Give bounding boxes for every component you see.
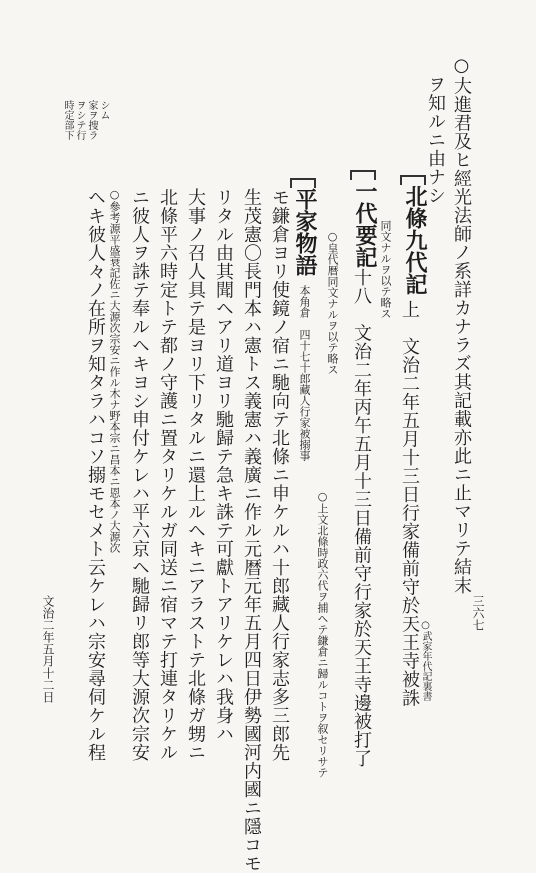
text-column-2: ヲ知ルニ由ナシ — [425, 75, 446, 205]
text-column-10: リタル由其聞ヘアリ道ヨリ馳歸テ急キ誅テ可獻トアリケレハ我身ハ — [213, 188, 234, 743]
book-title-heike: 平家物語 — [292, 188, 318, 276]
text-column-8: モ鎌倉ヨリ使鏡ノ宿ニ馳向テ北條ニ申ケルハ十郎藏人行家志多三郎先 — [269, 188, 290, 762]
text-column-12: 北條平六時定トテ都ノ守護ニ置タリケルガ同送ニ宿マテ打連タリケル — [157, 188, 178, 762]
annotation-bukenendaiki: ○武家年代記裏書 — [420, 620, 431, 701]
text-column-1: ○大進君及ヒ經光法師ノ系詳カナラズ其記載亦此ニ止マリテ結末 — [451, 55, 472, 595]
note-column-4: 同文ナルヲ以テ略ス — [379, 220, 392, 319]
title-bracket — [350, 170, 376, 180]
book-title-ichidai: 一代要記 — [352, 180, 378, 268]
page-number: 三六七 — [471, 595, 485, 631]
text-column-13: ニ彼人ヲ誅テ奉ルヘキヨシ申付ケレハ平六京ヘ馳歸リ郎等大源次宗安 — [129, 188, 150, 762]
text-column-5: 十八 文治二年丙午五月十三日備前守行家於天王寺邊被打了 — [351, 268, 372, 768]
title-bracket — [400, 175, 426, 185]
margin-note-2: ヲシテ行 — [74, 100, 85, 140]
title-bracket — [290, 178, 316, 188]
note-column-6: ○皇代暦同文ナルヲ以テ略ス — [326, 230, 339, 375]
margin-note-3: 家ヲ捜ラ — [86, 100, 97, 140]
book-title-hojo: 北條九代記 — [402, 185, 428, 295]
footer-date: 文治二年五月十二日 — [41, 595, 55, 703]
text-column-9: 生茂憲〇長門本ハ憲トス義憲ハ義廣ニ作ル元暦元年五月四日伊勢國河内國ニ隱コモ — [241, 188, 262, 873]
margin-note-4: シム — [98, 100, 109, 120]
text-column-11: 大事ノ召人具テ是ヨリ下リタルニ還上ルヘキニアラストテ北條ガ甥ニ — [185, 188, 206, 762]
text-column-14: ○參考源平盛衰記佐ニ大源次宗安ニ作ル木ナ野本宗ニ昌本ニ恩本ノ大源次 — [108, 188, 121, 553]
text-column-3: 上 文治二年五月十三日行家備前守於天王寺被誅 — [399, 300, 420, 707]
heike-subtitle: 本角倉 四十七十郎藏人行家被搦事 — [298, 285, 311, 461]
note-column-7: ○上文北條時政六代ヲ捕ヘテ鎌倉ニ歸ルコトヲ叙セリサテ — [316, 490, 329, 778]
text-column-15: ヘキ彼人々ノ在所ヲ知タラハコソ搦モセメト云ケレハ宗安尋伺ケル程 — [85, 188, 106, 762]
margin-note-1: 時定部下 — [62, 100, 73, 140]
